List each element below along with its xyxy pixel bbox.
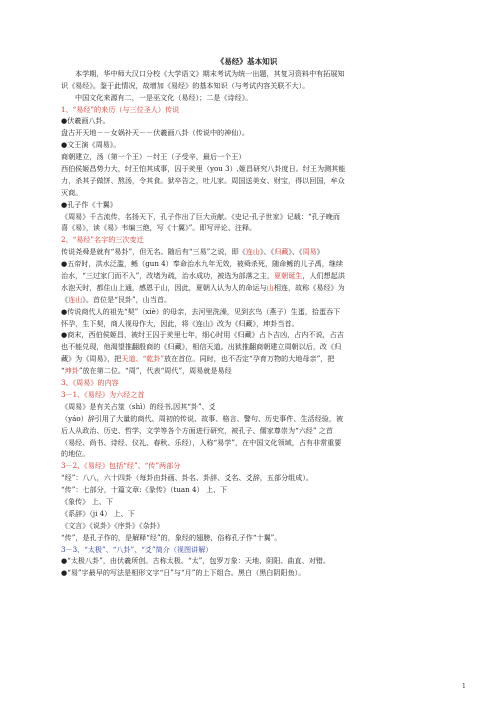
text-line: 《系辞》（ji 4） 上、下 (61, 508, 135, 518)
text-line: 《周易》千古流传，名扬天下，孔子作出了巨大贡献。《史记·孔子世家》记载：“孔子晚而 (61, 211, 340, 221)
text-line: 灭商。 (61, 187, 83, 197)
text-line: 也不能兑现，他渴望推翻殷商的《归藏》，相信天道。出狱推翻商朝建立周朝以后，改《归 (61, 342, 342, 352)
text-line: 识《易经》。鉴于此情况，故增加《易经》的基本知识（与考试内容关联不大）。 (61, 80, 310, 90)
text-line: （yáo）辞引用了大量的商代、周初的传说、故事、格言、警句、历史事件、生活经验，被 (61, 413, 344, 423)
text-line: 水泡天时，都住山上通，感恩于山，因此，夏朝人认为人的命运与山相连，故称《易经》为 (61, 282, 345, 292)
text-line: 怀孕，生下契，商人视母作大，因此，将《连山》改为《归藏》，坤卦当首。 (61, 318, 299, 328)
paragraph-list (61, 68, 433, 579)
text-line: “坤卦”放在第二位。“周”，代表“周代”，周易就是易经 (61, 366, 232, 376)
text-line: ●传说商代人的祖先“契”（xiè）的母亲，去河里洗澡，见到玄鸟（燕子）生蛋，拾蛋吞下 (61, 306, 341, 316)
text-line: ●“太极八卦”，由伏羲所创。古称太极。“太”，包罗万象：天地、阴阳、曲直、对错。 (61, 556, 330, 566)
text-line: 1、“易经”的来历（与三位圣人）传说 (61, 104, 180, 114)
text-line: 藏》为《周易》，把天道、“乾卦”放在首位。同时，也不否定“孕育万物的大地母亲”，把 (61, 354, 335, 364)
text-line: 商朝建立，汤（第一个王）－纣王（子受辛，最后一个王） (61, 152, 246, 162)
text-line: “传”，是孔子作的，是解释“经”的，象经的翅膀，俗称孔子作“十翼”。 (61, 532, 282, 542)
text-line: 《文言》《说卦》《序卦》《杂卦》 (61, 520, 164, 530)
text-line: “经”：八八，六十四卦（每卦由卦画、卦名、卦辞、爻名、爻辞，五部分组成）。 (61, 473, 313, 483)
text-line: 传说尧舜是就有“易卦”，但无名。随后有“三易”之说，即《连山》、《归藏》、《周易》 (61, 247, 324, 257)
text-line: 《周易》是有关占筮（shì）的经书,因其“卦”、爻 (61, 401, 216, 411)
text-line: ●伏羲画八卦。 (61, 116, 110, 126)
text-line: 2、“易经”名字的三次变迁 (61, 235, 144, 245)
text-line: ●“易”字最早的写法是相形文字“日”与“月”的上下组合。黑白（黑白阴阳鱼）。 (61, 568, 306, 578)
text-line: ●文王演《周易》。 (61, 140, 121, 150)
text-line: 后人从政治、历史、哲学、文学等各个方面进行研究，被孔子、儒家尊崇为“六经” 之首 (61, 425, 333, 435)
text-line: 的地位。 (61, 449, 90, 459)
text-line: 3－3、“太极”、“八卦”、“爻”简介（视图讲解） (61, 544, 213, 554)
document-body (61, 56, 433, 579)
text-line: 本学期，华中师大汉口分校《大学语文》期末考试为统一出题，其复习资料中有拓展知 (75, 68, 345, 78)
text-line: 西伯侯姬昌势力大，纣王怕其成事，囚于羑里（you 3）,姬昌研究八卦度日。纣王为测其能 (61, 164, 346, 174)
text-line: ●五帝时，洪水泛滥，鲧（gun 4）奉命治水九年无效，被舜杀死，随命鲧的儿子禹，继续 (61, 259, 344, 269)
text-line: 《象传》 上、下 (61, 496, 113, 506)
text-line: 力，杀其子做饼、熬汤，令其食。狱卒告之，吐儿家。周国送美女、财宝，得以回国，牟众 (61, 175, 345, 185)
text-line: 3－2、《易经》包括“经”、“传”两部分 (61, 461, 181, 471)
text-line: ●商末，西伯侯姬昌，被纣王囚于羑里七年，细心时用《归藏》占卜吉凶，占内不说，占吉 (61, 330, 344, 340)
text-line: “传”：七部分，十篇文章:《彖传》（tuan 4） 上、下 (61, 485, 228, 495)
text-line: （易经、尚书、诗经、仪礼、春秋、乐经），人称“易学”，在中国文化领域，占有非常重要 (61, 437, 342, 447)
text-line: 治水，“三过家门而不入”，改堵为疏，治水成功，被选为部落之主，夏朝诞生，人们想起洪 (61, 271, 345, 281)
text-line: 中国文化来源有二，一是巫文化（易经）；二是《诗经》。 (75, 92, 253, 102)
text-line: 喜《易》，读《易》韦编三绝，写《十翼》”。即写评论、注释。 (61, 223, 257, 233)
text-line: 盘古开天地－－女娲补天－－伏羲画八卦（传说中的神仙）。 (61, 128, 249, 138)
page-number: 1 (462, 683, 466, 690)
text-line: ●孔子作《十翼》 (61, 199, 117, 209)
text-line: 《连山》。首位是“艮卦”，山当首。 (61, 294, 172, 304)
document-title: 《易经》基本知识 (216, 57, 278, 66)
text-line: 3、《周易》的内容 (61, 378, 119, 388)
text-line: 3－1、《易经》为六经之首 (61, 389, 145, 399)
